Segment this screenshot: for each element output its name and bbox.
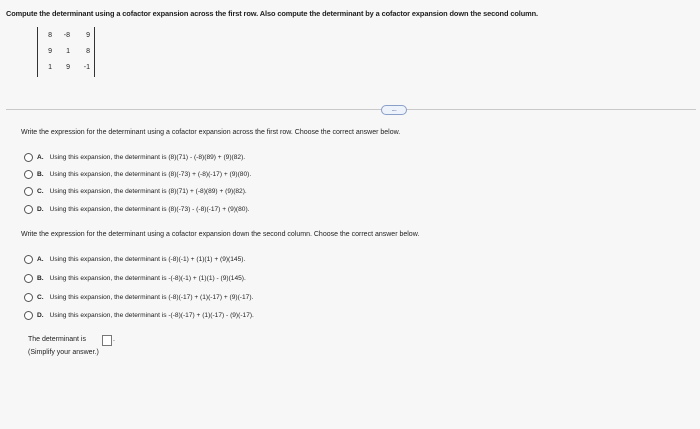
more-button[interactable]: ....	[381, 105, 407, 115]
determinant-input[interactable]	[102, 335, 112, 346]
choice-text: Using this expansion, the determinant is (8)(71) + (-8)(89) + (9)(82).	[49, 188, 247, 195]
radio-button[interactable]	[24, 187, 33, 196]
radio-button[interactable]	[24, 255, 33, 264]
choice-text: Using this expansion, the determinant is (8)(-73) - (-8)(-17) + (9)(80).	[49, 206, 250, 213]
matrix-cell: 9	[48, 48, 52, 55]
matrix-cell: 8	[48, 32, 52, 39]
part1-choice-d[interactable]	[24, 204, 250, 215]
radio-button[interactable]	[24, 170, 33, 179]
choice-letter: D.	[37, 312, 44, 319]
choice-letter: B.	[37, 171, 44, 178]
period: .	[113, 336, 115, 343]
matrix-cell: 1	[48, 64, 52, 71]
part2-choice-c[interactable]	[24, 292, 253, 303]
radio-button[interactable]	[24, 205, 33, 214]
part2-prompt: Write the expression for the determinant using a cofactor expansion down the second column. Choose the correct answer below.	[21, 231, 420, 238]
choice-letter: D.	[37, 206, 44, 213]
part1-choice-a[interactable]	[24, 152, 245, 163]
simplify-hint: (Simplify your answer.)	[28, 349, 99, 356]
choice-letter: A.	[37, 256, 44, 263]
radio-button[interactable]	[24, 293, 33, 302]
matrix-cell: 1	[66, 48, 70, 55]
matrix-cell: -8	[63, 32, 70, 39]
divider	[6, 109, 696, 110]
determinant-label: The determinant is	[28, 336, 86, 343]
radio-button[interactable]	[24, 153, 33, 162]
choice-text: Using this expansion, the determinant is -(-8)(-17) + (1)(-17) - (9)(-17).	[49, 312, 254, 319]
choice-letter: C.	[37, 294, 44, 301]
choice-text: Using this expansion, the determinant is (8)(-73) + (-8)(-17) + (9)(80).	[49, 171, 252, 178]
part2-choice-a[interactable]	[24, 254, 245, 265]
choice-letter: B.	[37, 275, 44, 282]
choice-text: Using this expansion, the determinant is (-8)(-1) + (1)(1) + (9)(145).	[49, 256, 246, 263]
matrix-cell: 9	[86, 32, 90, 39]
part1-choice-b[interactable]	[24, 169, 251, 180]
choice-letter: C.	[37, 188, 44, 195]
part1-choice-c[interactable]	[24, 186, 247, 197]
radio-button[interactable]	[24, 311, 33, 320]
matrix-cell: 8	[86, 48, 90, 55]
part1-prompt: Write the expression for the determinant using a cofactor expansion across the first row. Choose the correct answer below.	[21, 129, 401, 136]
choice-text: Using this expansion, the determinant is (-8)(-17) + (1)(-17) + (9)(-17).	[49, 294, 254, 301]
choice-text: Using this expansion, the determinant is (8)(71) - (-8)(89) + (9)(82).	[49, 154, 246, 161]
part2-choice-d[interactable]	[24, 310, 254, 321]
matrix-cell: 9	[66, 64, 70, 71]
matrix-cell: -1	[83, 64, 90, 71]
radio-button[interactable]	[24, 274, 33, 283]
choice-text: Using this expansion, the determinant is -(-8)(-1) + (1)(1) - (9)(145).	[49, 275, 246, 282]
choice-letter: A.	[37, 154, 44, 161]
part2-choice-b[interactable]	[24, 273, 246, 284]
question-text: Compute the determinant using a cofactor expansion across the first row. Also compute the determinant by a cofactor expansion down the second column.	[6, 9, 538, 18]
matrix	[37, 27, 95, 77]
